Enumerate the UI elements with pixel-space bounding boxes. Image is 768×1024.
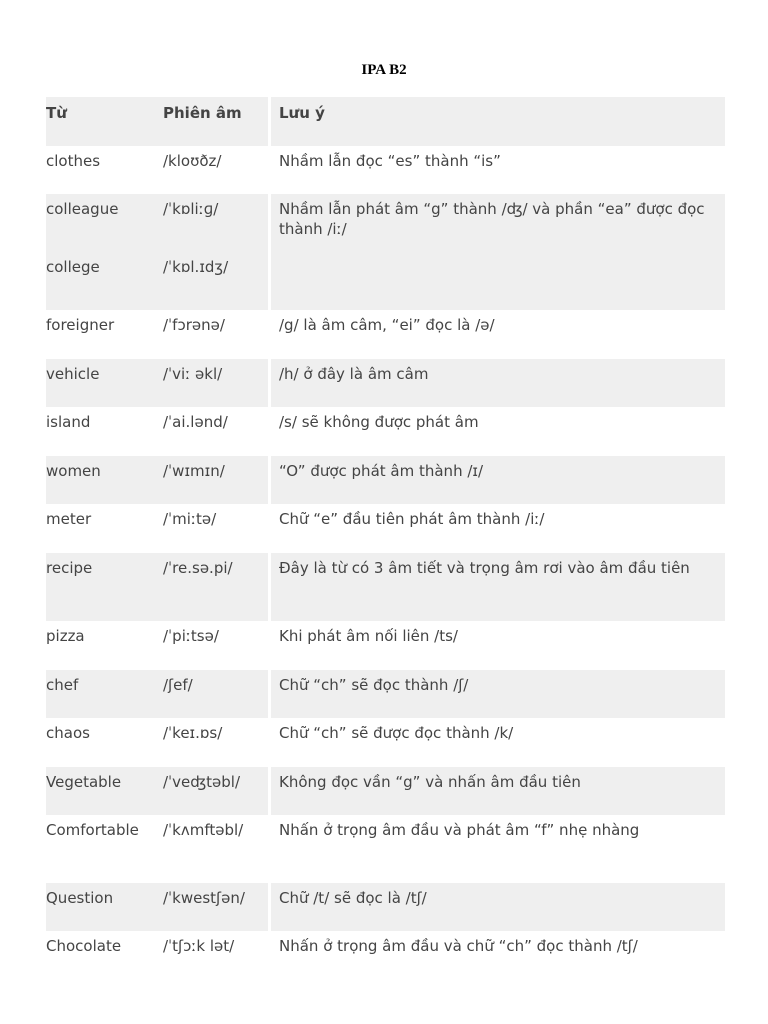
ipa-cell: /ʃef/	[160, 670, 270, 718]
ipa-cell: /ˈkwestʃən/	[160, 883, 270, 931]
word-cell: chef	[46, 670, 160, 718]
word-cell: recipe	[46, 553, 160, 621]
word-cell: women	[46, 456, 160, 504]
table-row	[46, 621, 725, 670]
note-cell: Nhấn ở trọng âm đầu và phát âm “f” nhẹ nhàng	[270, 815, 726, 883]
table-row	[46, 407, 725, 456]
word-cell: pizza	[46, 621, 160, 670]
note-cell: /h/ ở đây là âm câm	[270, 359, 726, 407]
word-cell: Question	[46, 883, 160, 931]
header-ipa: Phiên âm	[160, 97, 270, 146]
ipa-cell: /ˈkeɪ.ɒs/	[160, 718, 270, 767]
header-word: Từ	[46, 97, 160, 146]
ipa-cell: /ˈkʌmftəbl/	[160, 815, 270, 883]
ipa-cell: /ˈfɔrənə/	[160, 310, 270, 359]
ipa-table	[46, 97, 725, 980]
document-title: IPA B2	[361, 62, 407, 78]
note-cell: Không đọc vần “g” và nhấn âm đầu tiên	[270, 767, 726, 815]
word-cell: island	[46, 407, 160, 456]
ipa-cell: /ˈai.lənd/	[160, 407, 270, 456]
word-cell: Vegetable	[46, 767, 160, 815]
note-cell: Nhầm lẫn đọc “es” thành “is”	[270, 146, 726, 194]
header-note: Lưu ý	[270, 97, 726, 146]
ipa-cell: /ˈpiːtsə/	[160, 621, 270, 670]
note-cell: Chữ /t/ sẽ đọc là /tʃ/	[270, 883, 726, 931]
table-row	[46, 883, 725, 931]
table-row	[46, 194, 725, 252]
word-cell: meter	[46, 504, 160, 553]
note-cell: Nhấn ở trọng âm đầu và chữ “ch” đọc thành /tʃ/	[270, 931, 726, 980]
ipa-cell: /ˈmiːtə/	[160, 504, 270, 553]
word-cell: foreigner	[46, 310, 160, 359]
word-cell: colleague	[46, 194, 160, 252]
table-row	[46, 359, 725, 407]
ipa-cell: /ˈwɪmɪn/	[160, 456, 270, 504]
word-cell: clothes	[46, 146, 160, 194]
word-cell: vehicle	[46, 359, 160, 407]
note-cell: Chữ “ch” sẽ đọc thành /ʃ/	[270, 670, 726, 718]
word-cell: chaos	[46, 718, 160, 767]
table-row	[46, 553, 725, 621]
table-row	[46, 456, 725, 504]
ipa-cell: /kloʊðz/	[160, 146, 270, 194]
ipa-cell: /ˈre.sə.pi/	[160, 553, 270, 621]
note-cell: Nhầm lẫn phát âm “g” thành /ʤ/ và phần “ea” được đọc thành /iː/	[270, 194, 726, 310]
ipa-cell: /ˈtʃɔːk lət/	[160, 931, 270, 980]
note-cell: Chữ “e” đầu tiên phát âm thành /iː/	[270, 504, 726, 553]
note-cell: /s/ sẽ không được phát âm	[270, 407, 726, 456]
word-cell: Comfortable	[46, 815, 160, 883]
note-cell: “O” được phát âm thành /ɪ/	[270, 456, 726, 504]
word-cell: college	[46, 252, 160, 310]
note-cell: Khi phát âm nối liên /ts/	[270, 621, 726, 670]
table-row	[46, 815, 725, 883]
table-row	[46, 718, 725, 767]
ipa-cell: /ˈkɒliːɡ/	[160, 194, 270, 252]
table-row	[46, 504, 725, 553]
note-cell: Đây là từ có 3 âm tiết và trọng âm rơi vào âm đầu tiên	[270, 553, 726, 621]
table-row	[46, 310, 725, 359]
ipa-cell: /ˈkɒl.ɪdʒ/	[160, 252, 270, 310]
table-row	[46, 146, 725, 194]
ipa-cell: /ˈviː əkl/	[160, 359, 270, 407]
word-cell: Chocolate	[46, 931, 160, 980]
note-cell: Chữ “ch” sẽ được đọc thành /k/	[270, 718, 726, 767]
table-header-row	[46, 97, 725, 146]
table-row	[46, 670, 725, 718]
table-row	[46, 767, 725, 815]
table-row	[46, 931, 725, 980]
note-cell: /g/ là âm câm, “ei” đọc là /ə/	[270, 310, 726, 359]
ipa-cell: /ˈveʤtəbl/	[160, 767, 270, 815]
